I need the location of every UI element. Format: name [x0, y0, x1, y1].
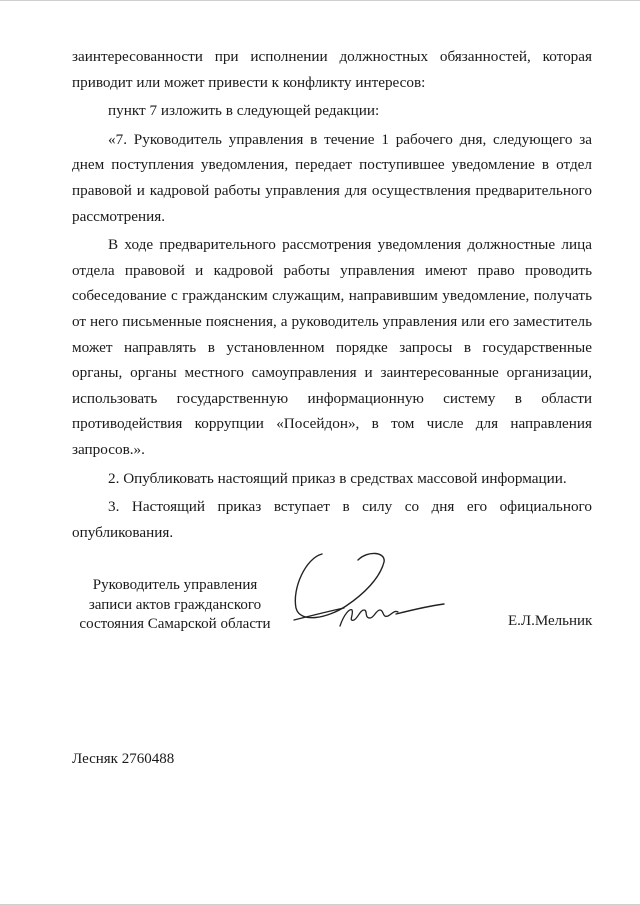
signer-position-line: состояния Самарской области — [79, 616, 271, 632]
paragraph-preliminary-review: В ходе предварительного рассмотрения уведомления должностные лица отдела правовой и кадровой работы управления имеют право проводить собеседование с гражданским служащим, направившим уведомление, получать от него письменные пояснения, а руководитель управления или его заместитель может направлять в установленном порядке запросы в государственные органы, органы местного самоуправления и заинтересованные организации, использовать государственную информационную систему в области противодействия коррупции «Посейдон», в том числе для направления запросов.». — [72, 236, 592, 458]
signer-name: Е.Л.Мельник — [508, 613, 593, 629]
top-scan-edge — [0, 0, 640, 1]
handwritten-signature — [288, 548, 448, 634]
signer-position-line: Руководитель управления — [92, 577, 258, 593]
signer-position — [70, 576, 280, 635]
document-body — [72, 44, 592, 548]
signer-position-line: записи актов гражданского — [88, 596, 262, 613]
paragraph-item-2: 2. Опубликовать настоящий приказ в средствах массовой информации. — [108, 469, 567, 487]
paragraph-item-3: 3. Настоящий приказ вступает в силу со дня его официального опубликования. — [72, 498, 592, 541]
paragraph-point-7-intro: пункт 7 изложить в следующей редакции: — [108, 102, 380, 120]
paragraph-continuation: заинтересованности при исполнении должностных обязанностей, которая приводит или может привести к конфликту интересов: — [72, 48, 592, 91]
executor-contact: Лесняк 2760488 — [72, 751, 175, 767]
paragraph-point-7-text: «7. Руководитель управления в течение 1 рабочего дня, следующего за днем поступления уведомления, передает поступившее уведомление в отдел правовой и кадровой работы управления для осуществления предварительного рассмотрения. — [72, 130, 592, 225]
